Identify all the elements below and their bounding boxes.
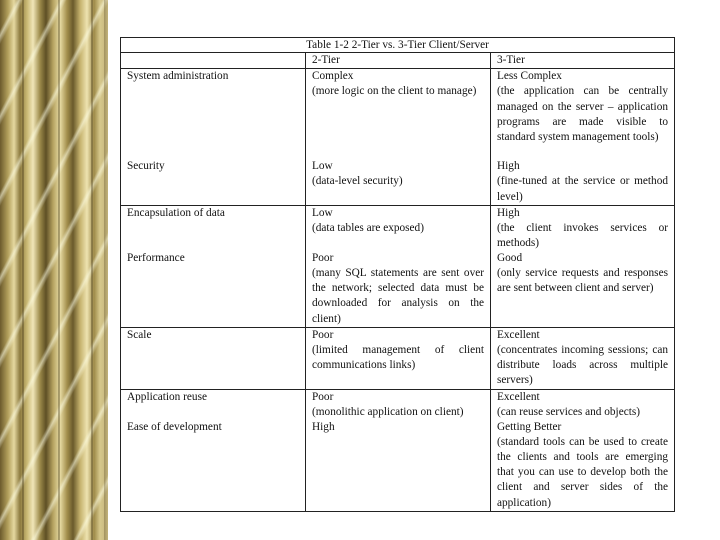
- two-tier-cell: [306, 69, 491, 206]
- three-tier-detail: (concentrates incoming sessions; can distribute loads across multiple servers): [497, 344, 668, 387]
- two-tier-cell: [306, 389, 491, 511]
- decorative-border-line: [91, 0, 93, 540]
- three-tier-value: High: [497, 206, 520, 219]
- two-tier-value: Complex: [312, 70, 354, 83]
- two-tier-detail: (limited management of client communications links): [312, 344, 484, 372]
- table-row: [121, 389, 675, 511]
- three-tier-detail: (only service requests and responses are sent between client and server): [497, 267, 668, 295]
- table-row: [121, 69, 675, 206]
- two-tier-value: Poor: [312, 251, 334, 264]
- three-tier-cell: [491, 205, 675, 327]
- table-header-row: [121, 53, 675, 69]
- row-label: Application reuse: [127, 390, 207, 403]
- two-tier-value: Poor: [312, 390, 334, 403]
- three-tier-detail: (the client invokes services or methods): [497, 222, 668, 250]
- comparison-table: [120, 37, 675, 512]
- three-tier-value: Good: [497, 251, 523, 264]
- criteria-cell: [121, 389, 306, 511]
- three-tier-value: Less Complex: [497, 70, 562, 83]
- two-tier-detail: (monolithic application on client): [312, 405, 464, 418]
- criteria-cell: [121, 69, 306, 206]
- decorative-border-shadow: [104, 0, 108, 540]
- three-tier-value: Excellent: [497, 328, 540, 341]
- row-label: Scale: [127, 328, 152, 341]
- criteria-cell: [121, 327, 306, 389]
- three-tier-detail: (fine-tuned at the service or method level): [497, 175, 668, 203]
- two-tier-cell: [306, 327, 491, 389]
- row-label: Encapsulation of data: [127, 206, 225, 219]
- decorative-border-line: [22, 0, 24, 540]
- three-tier-detail: (the application can be centrally managed on the server – application programs are made visible to standard system management tools): [497, 85, 668, 144]
- three-tier-cell: [491, 389, 675, 511]
- two-tier-detail: (more logic on the client to manage): [312, 85, 477, 98]
- header-blank: [121, 53, 306, 69]
- two-tier-detail: (many SQL statements are sent over the network; selected data must be downloaded for analysis on the client): [312, 267, 484, 325]
- header-2-tier: 2-Tier: [306, 53, 491, 69]
- row-label: Performance: [127, 251, 185, 264]
- two-tier-value: Low: [312, 160, 333, 173]
- row-label: Security: [127, 160, 165, 173]
- two-tier-detail: (data tables are exposed): [312, 222, 424, 235]
- three-tier-value: Excellent: [497, 390, 540, 403]
- criteria-cell: [121, 205, 306, 327]
- table-row: [121, 205, 675, 327]
- three-tier-cell: [491, 327, 675, 389]
- two-tier-value: Poor: [312, 328, 334, 341]
- three-tier-value: Getting Better: [497, 420, 562, 433]
- table-caption: Table 1-2 2-Tier vs. 3-Tier Client/Server: [121, 38, 675, 53]
- table-row: [121, 327, 675, 389]
- row-label: Ease of development: [127, 420, 222, 433]
- three-tier-value: High: [497, 160, 520, 173]
- header-3-tier: 3-Tier: [491, 53, 675, 69]
- three-tier-cell: [491, 69, 675, 206]
- two-tier-detail: (data-level security): [312, 175, 403, 188]
- two-tier-value: High: [312, 420, 335, 433]
- two-tier-value: Low: [312, 206, 333, 219]
- decorative-border-line: [58, 0, 60, 540]
- two-tier-cell: [306, 205, 491, 327]
- three-tier-detail: (can reuse services and objects): [497, 405, 641, 418]
- row-label: System administration: [127, 70, 229, 83]
- three-tier-detail: (standard tools can be used to create the clients and tools are emerging that you can use to develop both the client and server sides of the application): [497, 435, 668, 509]
